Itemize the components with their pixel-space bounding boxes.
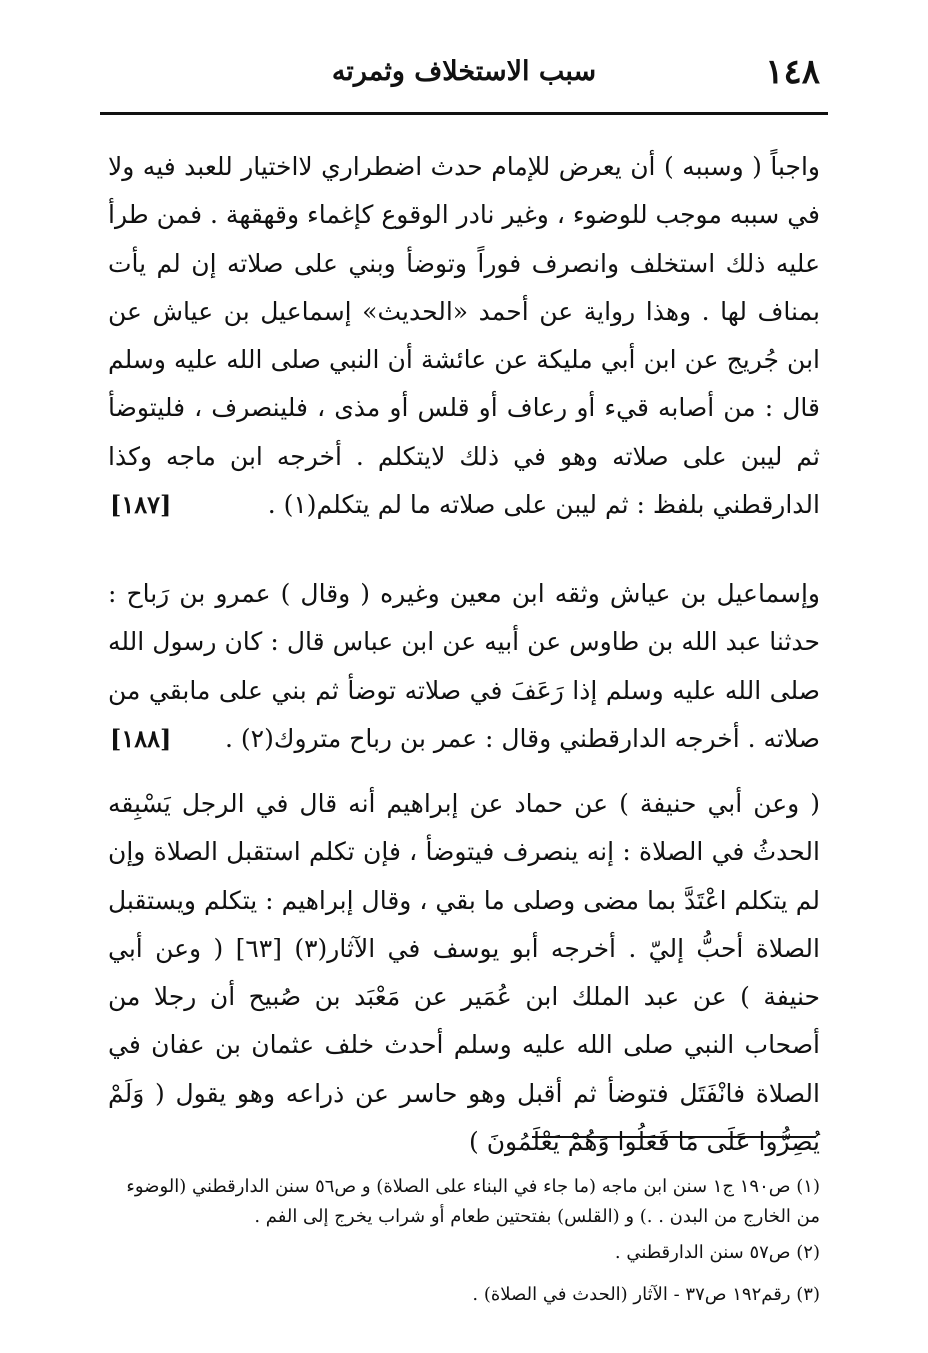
page-number: ١٤٨: [765, 52, 820, 92]
footnote-rule: [532, 1136, 816, 1138]
body-paragraph-2: [108, 570, 820, 763]
body-paragraph-1: [108, 143, 820, 529]
footnote-2: (٢) ص٥٧ سنن الدارقطني .: [614, 1242, 820, 1263]
footnotes: [108, 1172, 820, 1322]
running-title: سبب الاستخلاف وثمرته: [331, 56, 597, 87]
page-header: [100, 48, 828, 98]
paragraph-1-text: واجباً ( وسببه ) أن يعرض للإمام حدث اضطراري لااختيار للعبد فيه ولا في سببه موجب للوضوء ، وغير نادر الوقوع كإغماء وقهقهة . فمن طرأ عليه ذلك استخلف وانصرف فوراً وتوضأ وبني على صلاته إن لم يأت بمناف لها . وهذا رواية عن أحمد «الحديث» إسماعيل بن عياش عن ابن جُريج عن ابن أبي مليكة عن عائشة أن النبي صلى الله عليه وسلم قال : من أصابه قيء أو رعاف أو قلس أو مذى ، فلينصرف ، فليتوضأ ثم ليبن على صلاته وهو في ذلك لايتكلم . أخرجه ابن ماجه وكذا الدارقطني بلفظ : ثم ليبن على صلاته ما لم يتكلم(١) .: [108, 152, 820, 520]
paragraph-2-text: وإسماعيل بن عياش وثقه ابن معين وغيره ( وقال ) عمرو بن رَباح : حدثنا عبد الله بن طاوس عن أبيه عن ابن عباس قال : كان رسول الله صلى الله عليه وسلم إذا رَعَفَ في صلاته توضأ ثم بني على مابقي من صلاته . أخرجه الدارقطني وقال : عمر بن رباح متروك(٢) .: [108, 579, 820, 753]
hadith-number-188: [١٨٨]: [110, 723, 172, 753]
hadith-number-187: [١٨٧]: [110, 490, 172, 520]
paragraph-3-text: ( وعن أبي حنيفة ) عن حماد عن إبراهيم أنه قال في الرجل يَسْبِقه الحدثُ في الصلاة : إنه ينصرف فيتوضأ ، فإن تكلم استقبل الصلاة وإن لم يتكلم اعْتَدَّ بما مضى وصلى ما بقي ، وقال إبراهيم : يتكلم ويستقبل الصلاة أحبُّ إليّ . أخرجه أبو يوسف في الآثار(٣) [٦٣] ( وعن أبي حنيفة ) عن عبد الملك ابن عُمَير عن مَعْبَد بن صُبيح أن رجلا من أصحاب النبي صلى الله عليه وسلم أحدث خلف عثمان بن عفان في الصلاة فانْفَتَل فتوضأ ثم أقبل وهو حاسر عن ذراعه وهو يقول ( وَلَمْ يُصِرُّوا عَلَى مَا فَعَلُوا وَهُمْ يَعْلَمُونَ ): [108, 789, 820, 1157]
body-paragraph-3: [108, 780, 820, 1166]
footnote-1: (١) ص١٩٠ ج١ سنن ابن ماجه (ما جاء في البناء على الصلاة) و ص٥٦ سنن الدارقطني (الوضوء من الخارج من البدن . .) و (القلس) بفتحتين طعام أو شراب يخرج إلى الفم .: [126, 1176, 820, 1227]
header-rule: [100, 112, 828, 115]
footnote-3: (٣) رقم١٩٢ ص٣٧ - الآثار (الحدث في الصلاة) .: [472, 1284, 820, 1305]
